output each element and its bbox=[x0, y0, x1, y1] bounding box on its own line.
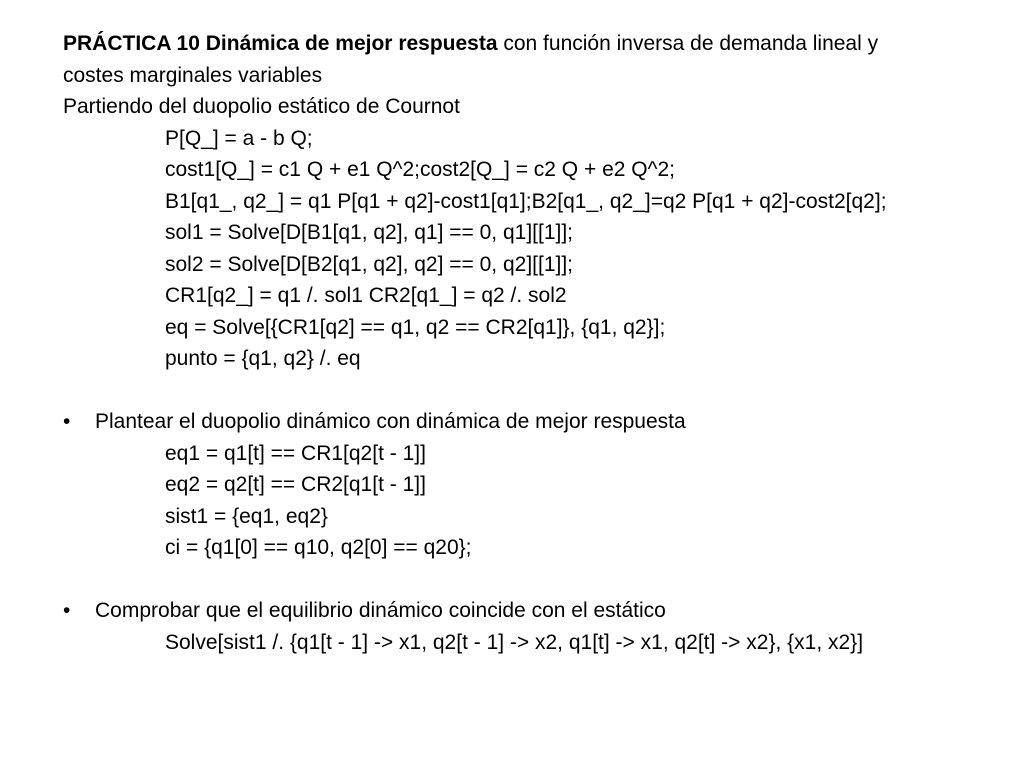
code-line: sol1 = Solve[D[B1[q1, q2], q1] == 0, q1][[1]]; bbox=[165, 221, 574, 244]
slide-content bbox=[63, 28, 1013, 658]
code-line: eq = Solve[{CR1[q2] == q1, q2 == CR2[q1]}, {q1, q2}]; bbox=[165, 315, 666, 339]
bullet-text: Comprobar que el equilibrio dinámico coincide con el estático bbox=[95, 599, 666, 622]
bullet-icon: • bbox=[63, 410, 71, 433]
code-line: eq1 = q1[t] == CR1[q2[t - 1]] bbox=[165, 441, 426, 465]
code-line: cost1[Q_] = c1 Q + e1 Q^2;cost2[Q_] = c2 Q + e2 Q^2; bbox=[165, 158, 675, 181]
code-line: P[Q_] = a - b Q; bbox=[165, 126, 313, 150]
code-line: B1[q1_, q2_] = q1 P[q1 + q2]-cost1[q1];B2[q1_, q2_]=q2 P[q1 + q2]-cost2[q2]; bbox=[165, 189, 887, 213]
code-line: Solve[sist1 /. {q1[t - 1] -> x1, q2[t - 1] -> x2, q1[t] -> x1, q2[t] -> x2}, {x1, x2}] bbox=[165, 630, 864, 654]
title-line-1 bbox=[63, 28, 1013, 60]
title-bold: PRÁCTICA 10 Dinámica de mejor respuesta bbox=[63, 32, 498, 55]
code-line: eq2 = q2[t] == CR2[q1[t - 1]] bbox=[165, 473, 426, 496]
bullet-text: Plantear el duopolio dinámico con dinámica de mejor respuesta bbox=[95, 410, 686, 433]
code-line: ci = {q1[0] == q10, q2[0] == q20}; bbox=[165, 536, 472, 559]
title-rest: con función inversa de demanda lineal y bbox=[497, 32, 879, 55]
code-line: CR1[q2_] = q1 /. sol1 CR2[q1_] = q2 /. sol2 bbox=[165, 284, 567, 307]
bullet-icon: • bbox=[63, 599, 71, 622]
code-block-1 bbox=[63, 123, 1013, 375]
intro-text: Partiendo del duopolio estático de Cournot bbox=[63, 95, 460, 118]
code-block-3 bbox=[63, 627, 1013, 659]
code-line: punto = {q1, q2} /. eq bbox=[165, 347, 361, 370]
spacer bbox=[63, 375, 1013, 407]
code-line: sist1 = {eq1, eq2} bbox=[165, 504, 328, 528]
title-line-2: costes marginales variables bbox=[63, 63, 323, 87]
code-block-2 bbox=[63, 438, 1013, 564]
bullet-item-1 bbox=[63, 406, 1013, 438]
code-line: sol2 = Solve[D[B2[q1, q2], q2] == 0, q2][[1]]; bbox=[165, 252, 574, 276]
spacer bbox=[63, 564, 1013, 596]
bullet-item-2 bbox=[63, 595, 1013, 627]
